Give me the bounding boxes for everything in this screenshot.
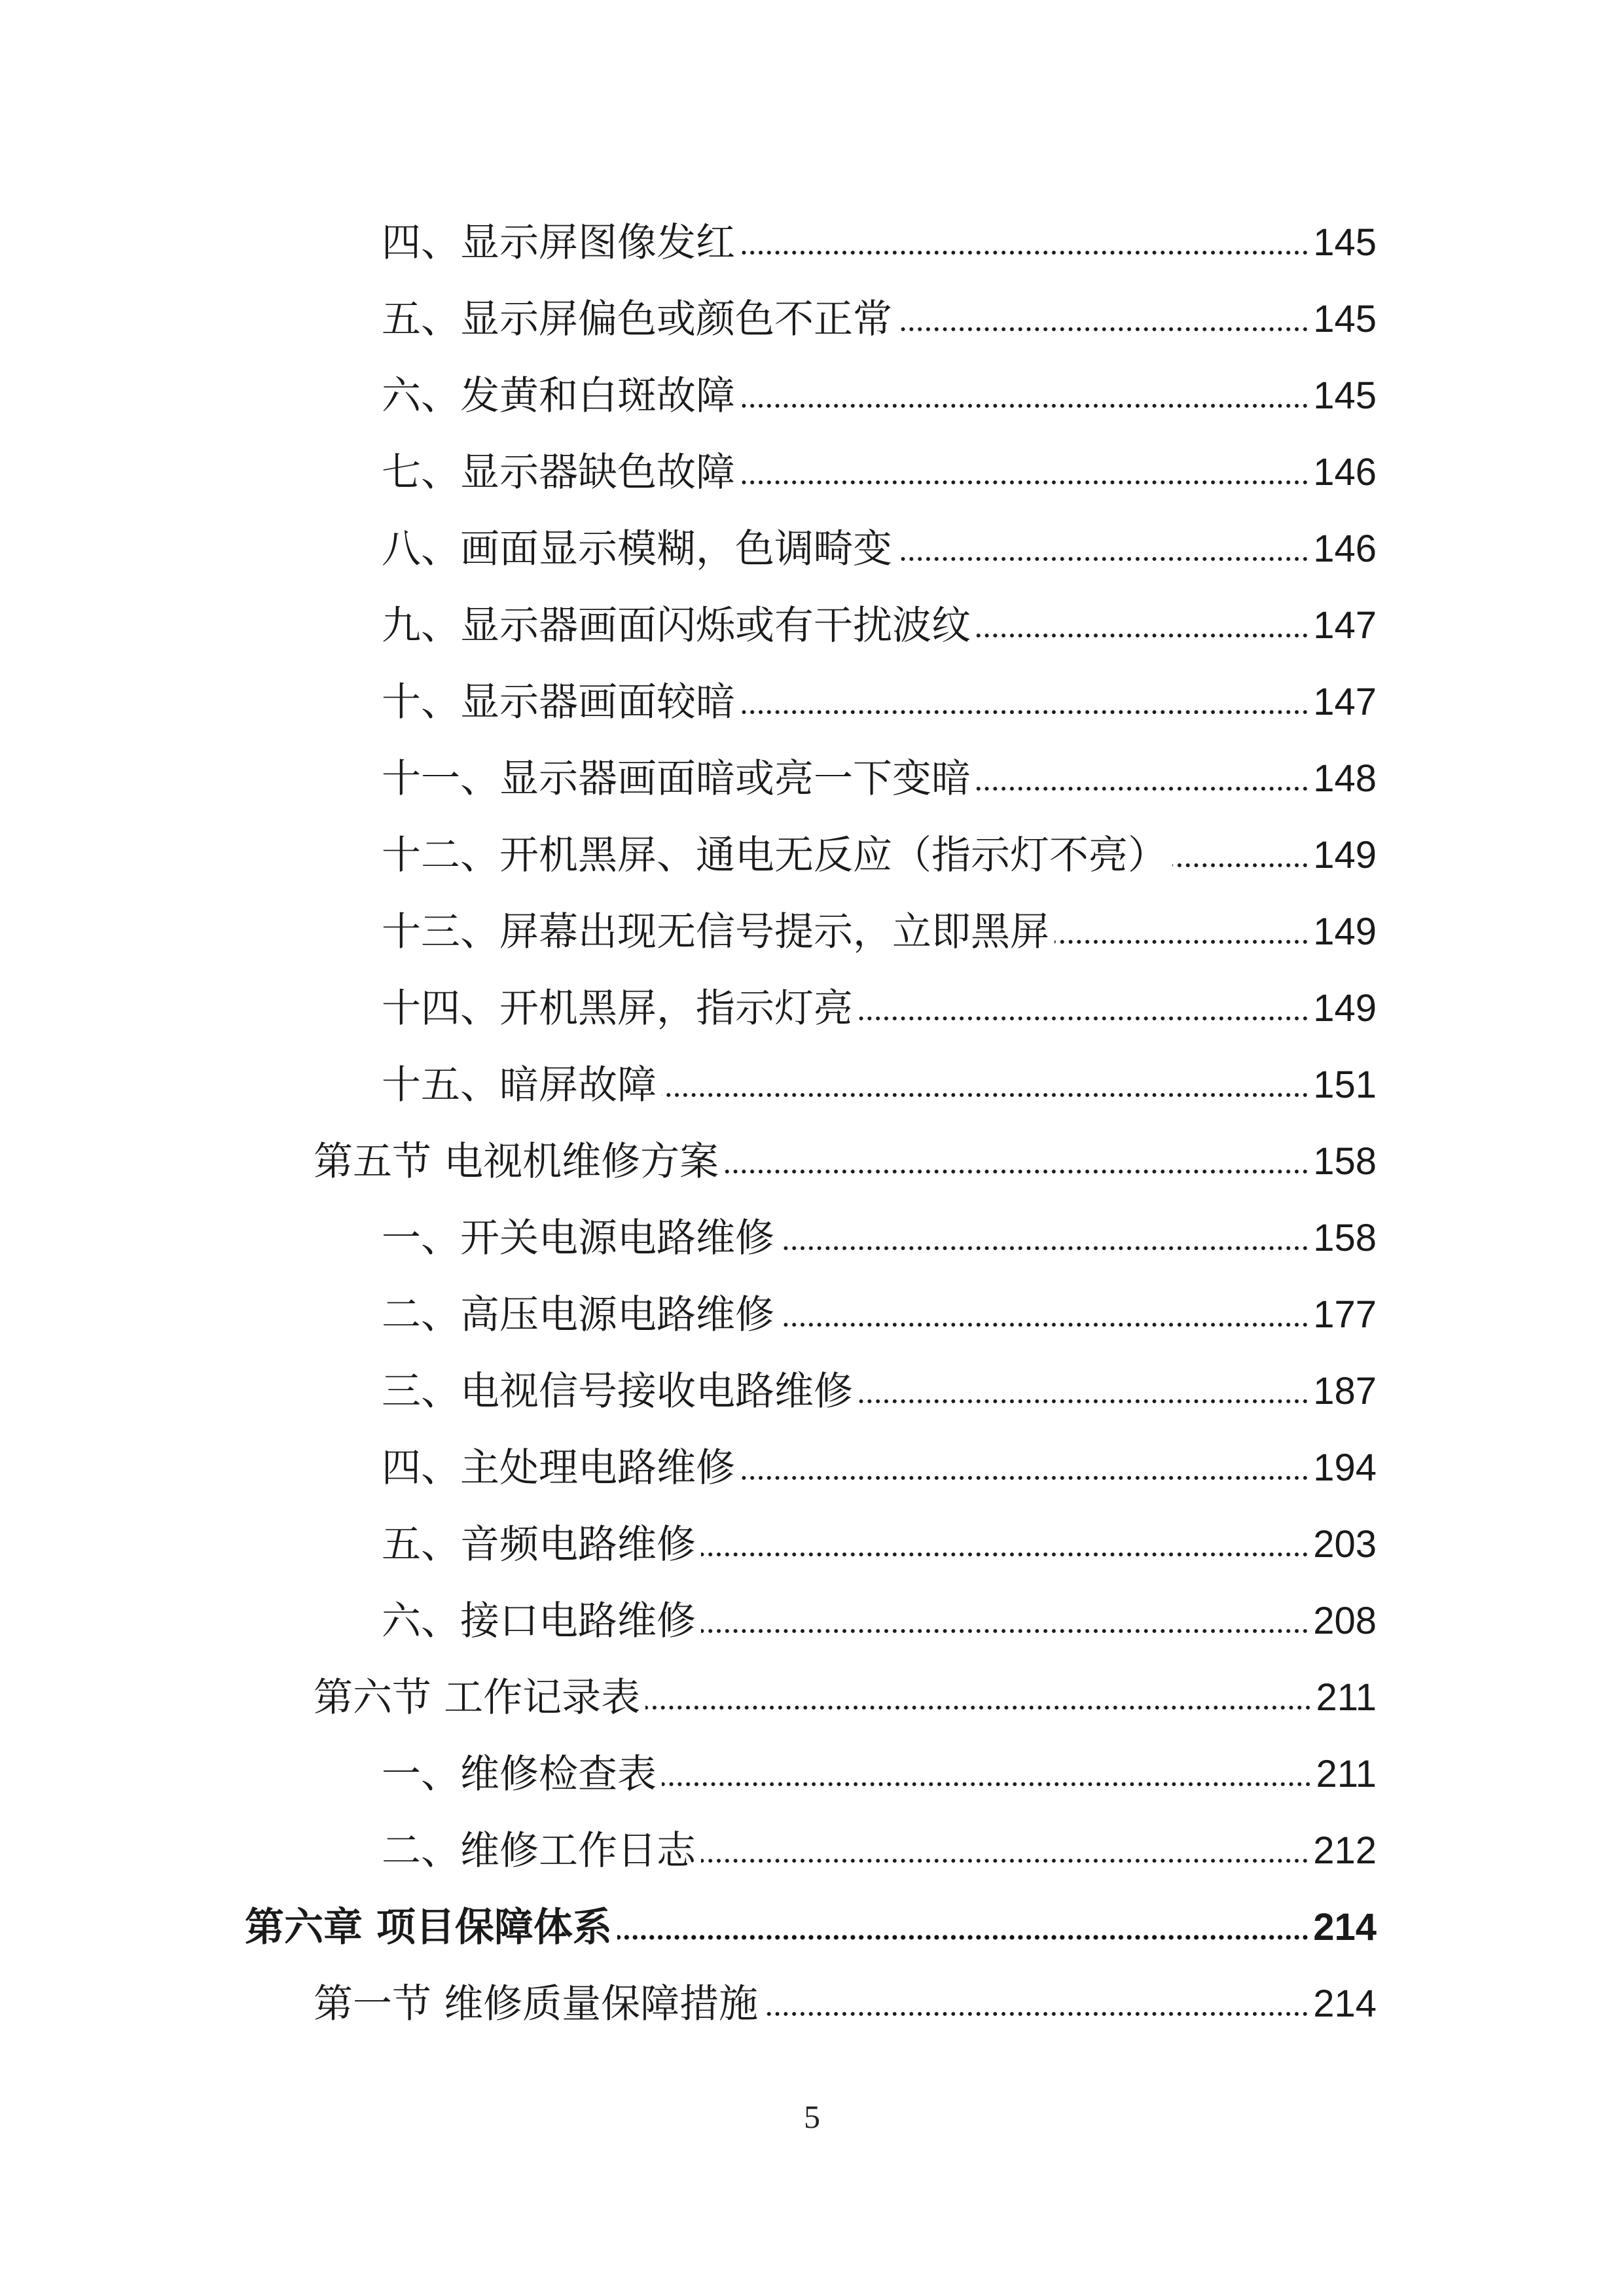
toc-entry[interactable] (382, 1439, 1377, 1498)
toc-entry-title: 四、显示屏图像发红 (382, 220, 735, 266)
toc-entry-page: 145 (1313, 374, 1377, 417)
toc-entry-page: 149 (1313, 910, 1377, 953)
dot-leader (645, 1701, 1312, 1714)
dot-leader (897, 552, 1309, 565)
toc-entry-page: 158 (1313, 1140, 1377, 1183)
dot-leader (740, 706, 1309, 719)
toc-entry-title: 一、开关电源电路维修 (382, 1215, 774, 1261)
dot-leader (1172, 859, 1309, 872)
toc-entry-page: 151 (1313, 1064, 1377, 1106)
dot-leader (976, 629, 1309, 642)
toc-entry[interactable] (382, 673, 1377, 732)
toc-entry[interactable] (382, 979, 1377, 1038)
toc-entry-title: 一、维修检查表 (382, 1751, 657, 1797)
toc-entry[interactable] (382, 749, 1377, 808)
dot-leader (740, 1471, 1309, 1484)
toc-entry-page: 203 (1313, 1523, 1377, 1566)
toc-entry-title: 六、接口电路维修 (382, 1598, 696, 1644)
toc-entry-title: 第六节 工作记录表 (314, 1675, 641, 1721)
toc-entry-page: 145 (1313, 221, 1377, 264)
toc-entry-title: 第五节 电视机维修方案 (314, 1139, 719, 1185)
toc-entry-title: 十二、开机黑屏、通电无反应（指示灯不亮） (382, 833, 1167, 878)
dot-leader (858, 1395, 1309, 1408)
dot-leader (740, 246, 1309, 259)
toc-entry-page: 212 (1313, 1829, 1377, 1872)
toc-entry-page: 214 (1313, 1982, 1377, 2025)
toc-entry-title: 十四、开机黑屏，指示灯亮 (382, 986, 853, 1031)
toc-entry-page: 158 (1313, 1217, 1377, 1259)
toc-entry-page: 149 (1313, 987, 1377, 1030)
dot-leader (724, 1165, 1309, 1178)
toc-entry-title: 五、显示屏偏色或颜色不正常 (382, 296, 892, 342)
toc-entry-page: 211 (1316, 1753, 1377, 1795)
dot-leader (701, 1548, 1309, 1561)
dot-leader (858, 1012, 1309, 1025)
toc-entry-title: 二、高压电源电路维修 (382, 1292, 774, 1338)
dot-leader (662, 1088, 1309, 1102)
toc-entry-title: 十五、暗屏故障 (382, 1062, 657, 1108)
dot-leader (740, 399, 1309, 412)
toc-entry-page: 208 (1313, 1600, 1377, 1642)
toc-entry[interactable] (382, 903, 1377, 961)
toc-entry[interactable] (382, 1362, 1377, 1421)
toc-entry-chapter[interactable] (245, 1898, 1377, 1957)
toc-entry[interactable] (382, 367, 1377, 425)
toc-entry-title: 十一、显示器画面暗或亮一下变暗 (382, 756, 971, 802)
dot-leader (976, 782, 1309, 795)
toc-entry-section[interactable] (314, 1132, 1377, 1191)
toc-entry[interactable] (382, 826, 1377, 885)
toc-entry[interactable] (382, 1209, 1377, 1268)
dot-leader (617, 1931, 1309, 1944)
dot-leader (701, 1854, 1309, 1867)
toc-entry-title: 六、发黄和白斑故障 (382, 373, 735, 419)
toc-entry[interactable] (382, 1515, 1377, 1574)
toc-entry-page: 148 (1313, 757, 1377, 800)
toc-entry[interactable] (382, 596, 1377, 655)
dot-leader (763, 2007, 1309, 2020)
toc-entry-page: 194 (1313, 1446, 1377, 1489)
dot-leader (1055, 935, 1309, 948)
toc-entry-page: 146 (1313, 451, 1377, 493)
toc-entry-section[interactable] (314, 1975, 1377, 2034)
dot-leader (780, 1242, 1309, 1255)
toc-entry[interactable] (382, 443, 1377, 502)
dot-leader (897, 323, 1309, 336)
toc-entry-title: 十三、屏幕出现无信号提示，立即黑屏 (382, 909, 1049, 955)
toc-entry[interactable] (382, 1592, 1377, 1651)
toc-entry[interactable] (382, 1745, 1377, 1804)
dot-leader (662, 1778, 1312, 1791)
toc-entry[interactable] (382, 290, 1377, 349)
toc-entry-title: 七、显示器缺色故障 (382, 450, 735, 495)
toc-entry-title: 十、显示器画面较暗 (382, 679, 735, 725)
toc-entry-page: 187 (1313, 1370, 1377, 1412)
toc-entry[interactable] (382, 213, 1377, 272)
toc-entry[interactable] (382, 1285, 1377, 1344)
toc-entry-title: 四、主处理电路维修 (382, 1445, 735, 1491)
page-number: 5 (804, 2098, 820, 2135)
toc-entry-title: 五、音频电路维修 (382, 1522, 696, 1568)
toc-entry[interactable] (382, 1056, 1377, 1115)
toc-entry-title: 八、画面显示模糊，色调畸变 (382, 526, 892, 572)
toc-entry-page: 146 (1313, 528, 1377, 570)
toc-entry-section[interactable] (314, 1668, 1377, 1727)
toc-entry-page: 149 (1313, 834, 1377, 876)
toc-entry[interactable] (382, 1821, 1377, 1880)
dot-leader (740, 476, 1309, 489)
toc-entry-title: 第一节 维修质量保障措施 (314, 1981, 759, 2027)
toc-entry-title: 二、维修工作日志 (382, 1828, 696, 1874)
toc-entry-page: 211 (1316, 1676, 1377, 1719)
dot-leader (701, 1624, 1309, 1638)
toc-entry-page: 147 (1313, 681, 1377, 723)
toc-entry-page: 145 (1313, 298, 1377, 340)
toc-entry-page: 177 (1313, 1293, 1377, 1336)
dot-leader (780, 1318, 1309, 1331)
toc-entry-title: 九、显示器画面闪烁或有干扰波纹 (382, 603, 971, 649)
toc-entry-page: 214 (1313, 1906, 1377, 1948)
toc-entry-title: 第六章 项目保障体系 (245, 1905, 612, 1950)
toc-entry-page: 147 (1313, 604, 1377, 647)
toc-entry[interactable] (382, 520, 1377, 579)
toc-entry-title: 三、电视信号接收电路维修 (382, 1369, 853, 1414)
